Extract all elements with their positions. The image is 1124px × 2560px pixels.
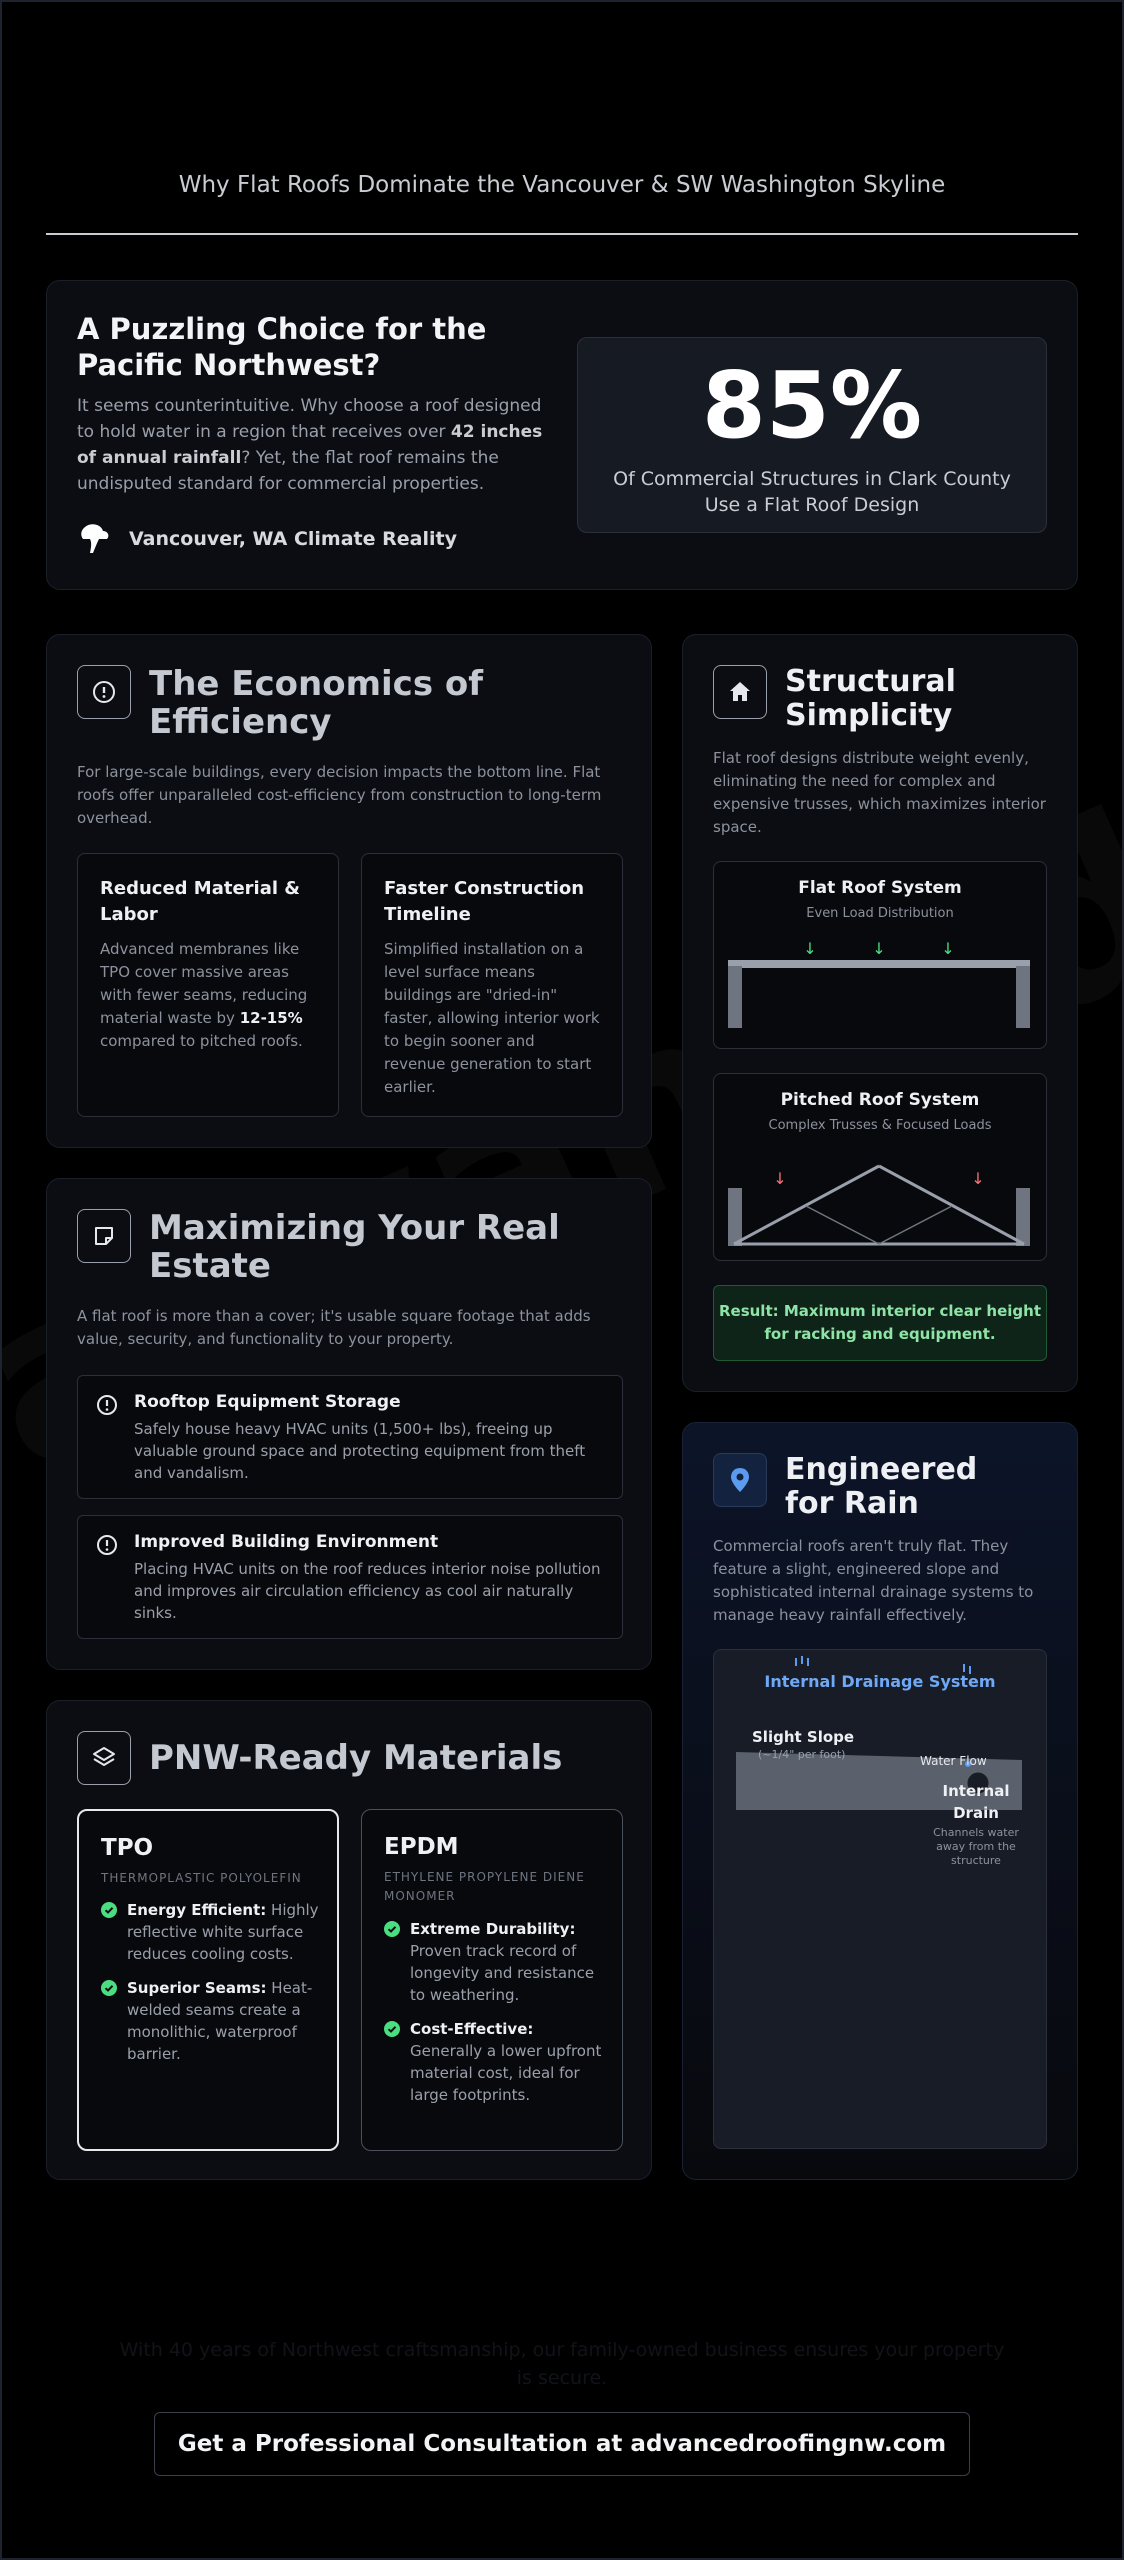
list-item: Energy Efficient: Highly reflective white surface reduces cooling costs. bbox=[101, 1899, 325, 1965]
svg-text:↓: ↓ bbox=[773, 1169, 787, 1188]
estate-title: Maximizing Your Real Estate bbox=[149, 1208, 560, 1286]
epdm-name: EPDM bbox=[384, 1834, 459, 1860]
rain-header bbox=[713, 1453, 1035, 1521]
alert-circle-icon bbox=[96, 1534, 118, 1560]
rain-card bbox=[682, 1422, 1078, 2180]
svg-text:↓: ↓ bbox=[941, 940, 955, 958]
rain-cloud-icon bbox=[77, 521, 113, 557]
sticky-note-icon bbox=[77, 1209, 131, 1263]
drain-sub: Channels water away from the structure bbox=[933, 1826, 1019, 1867]
feature-title: Rooftop Equipment Storage bbox=[134, 1392, 401, 1412]
estate-desc: A flat roof is more than a cover; it's usable square footage that adds value, security, and functionality to your property. bbox=[77, 1307, 591, 1348]
stat-value: 85% bbox=[701, 352, 923, 459]
material-labor-card bbox=[77, 853, 339, 1117]
drainage-title: Internal Drainage System bbox=[764, 1672, 996, 1691]
material-labor-title: Reduced Material & Labor bbox=[100, 878, 300, 925]
tpo-name: TPO bbox=[101, 1835, 154, 1861]
consultation-cta-button[interactable]: Get a Professional Consultation at advancedroofingnw.com bbox=[154, 2412, 970, 2476]
check-circle-icon bbox=[101, 1902, 117, 1924]
header-divider bbox=[46, 233, 1078, 235]
page-title: Why Flat Roofs Dominate the Vancouver & SW Washington Skyline bbox=[178, 172, 946, 198]
tpo-card bbox=[77, 1809, 339, 2151]
check-circle-icon bbox=[384, 2021, 400, 2043]
stat-label: Of Commercial Structures in Clark County Use a Flat Roof Design bbox=[613, 468, 1011, 516]
epdm-benefits bbox=[384, 1918, 608, 2118]
feature-body: Safely house heavy HVAC units (1,500+ lbs), freeing up valuable ground space and protecting equipment from theft and vandalism. bbox=[134, 1420, 586, 1482]
epdm-card bbox=[361, 1809, 623, 2151]
list-item: Cost-Effective: Generally a lower upfront material cost, ideal for large footprints. bbox=[384, 2018, 608, 2106]
hero-body: It seems counterintuitive. Why choose a roof designed to hold water in a region that receives over 42 inches of annual rainfall? Yet, the flat roof remains the undisputed standard for commercial properties. bbox=[77, 396, 543, 494]
alert-circle-icon bbox=[77, 665, 131, 719]
epdm-full-name: ETHYLENE PROPYLENE DIENE MONOMER bbox=[384, 1870, 585, 1903]
structural-header bbox=[713, 665, 1025, 733]
construction-timeline-body: Simplified installation on a level surface means buildings are "dried-in" faster, allowing interior work to begin sooner and revenue generation to start earlier. bbox=[384, 940, 600, 1096]
flat-roof-diagram bbox=[713, 861, 1047, 1049]
economics-header bbox=[77, 665, 549, 741]
rain-title: Engineered for Rain bbox=[785, 1452, 978, 1521]
alert-circle-icon bbox=[96, 1394, 118, 1420]
feature-building-environment bbox=[77, 1515, 623, 1639]
slope-sub: (~1/4" per foot) bbox=[758, 1748, 846, 1761]
pitched-roof-subtitle: Complex Trusses & Focused Loads bbox=[768, 1118, 992, 1133]
feature-title: Improved Building Environment bbox=[134, 1532, 439, 1552]
svg-text:↓: ↓ bbox=[971, 1169, 985, 1188]
tpo-full-name: THERMOPLASTIC POLYOLEFIN bbox=[101, 1871, 302, 1885]
location-label: Vancouver, WA Climate Reality bbox=[129, 528, 457, 550]
drainage-diagram bbox=[713, 1649, 1047, 2149]
hero-title: A Puzzling Choice for the Pacific Northwest? bbox=[77, 312, 487, 382]
materials-header bbox=[77, 1731, 589, 1785]
svg-text:↓: ↓ bbox=[872, 940, 886, 958]
economics-title: The Economics of Efficiency bbox=[149, 664, 484, 742]
list-item: Superior Seams: Heat-welded seams create a monolithic, waterproof barrier. bbox=[101, 1977, 325, 2065]
stat-box bbox=[577, 337, 1047, 533]
structural-desc: Flat roof designs distribute weight evenly, eliminating the need for complex and expensive trusses, which maximizes interior space. bbox=[713, 749, 1046, 836]
materials-title: PNW-Ready Materials bbox=[149, 1738, 563, 1778]
footer-text: With 40 years of Northwest craftsmanship, our family-owned business ensures your property is secure. bbox=[119, 2339, 1005, 2389]
economics-card bbox=[46, 634, 652, 1148]
rain-desc: Commercial roofs aren't truly flat. They feature a slight, engineered slope and sophisticated internal drainage systems to manage heavy rainfall effectively. bbox=[713, 1537, 1034, 1624]
check-circle-icon bbox=[384, 1921, 400, 1943]
structural-card bbox=[682, 634, 1078, 1392]
structural-title: Structural Simplicity bbox=[785, 664, 956, 733]
pitched-roof-illustration bbox=[714, 1152, 1046, 1262]
location-row bbox=[77, 521, 457, 557]
svg-text:↓: ↓ bbox=[803, 940, 817, 958]
flat-roof-subtitle: Even Load Distribution bbox=[806, 906, 954, 921]
materials-card bbox=[46, 1700, 652, 2180]
feature-rooftop-storage bbox=[77, 1375, 623, 1499]
construction-timeline-card bbox=[361, 853, 623, 1117]
slope-label: Slight Slope bbox=[752, 1728, 855, 1746]
real-estate-card bbox=[46, 1178, 652, 1670]
pitched-roof-diagram bbox=[713, 1073, 1047, 1261]
water-flow-label: Water Flow bbox=[920, 1754, 987, 1768]
material-labor-body: Advanced membranes like TPO cover massive areas with fewer seams, reducing material waste by 12-15% compared to pitched roofs. bbox=[100, 940, 308, 1050]
estate-header bbox=[77, 1209, 589, 1285]
check-circle-icon bbox=[101, 1980, 117, 2002]
flat-roof-illustration bbox=[714, 940, 1046, 1050]
tpo-benefits bbox=[101, 1899, 325, 2077]
map-pin-icon bbox=[713, 1453, 767, 1507]
list-item: Extreme Durability: Proven track record of longevity and resistance to weathering. bbox=[384, 1918, 608, 2006]
feature-body: Placing HVAC units on the roof reduces interior noise pollution and improves air circulation efficiency as cool air naturally sinks. bbox=[134, 1560, 601, 1622]
structural-result: Result: Maximum interior clear height for racking and equipment. bbox=[713, 1285, 1047, 1361]
construction-timeline-title: Faster Construction Timeline bbox=[384, 878, 585, 925]
home-icon bbox=[713, 665, 767, 719]
pitched-roof-title: Pitched Roof System bbox=[780, 1090, 980, 1110]
economics-desc: For large-scale buildings, every decision impacts the bottom line. Flat roofs offer unparalleled cost-efficiency from construction to long-term overhead. bbox=[77, 763, 602, 827]
flat-roof-title: Flat Roof System bbox=[798, 878, 962, 898]
layers-icon bbox=[77, 1731, 131, 1785]
hero-card bbox=[46, 280, 1078, 590]
drain-label: Internal Drain bbox=[942, 1782, 1010, 1822]
